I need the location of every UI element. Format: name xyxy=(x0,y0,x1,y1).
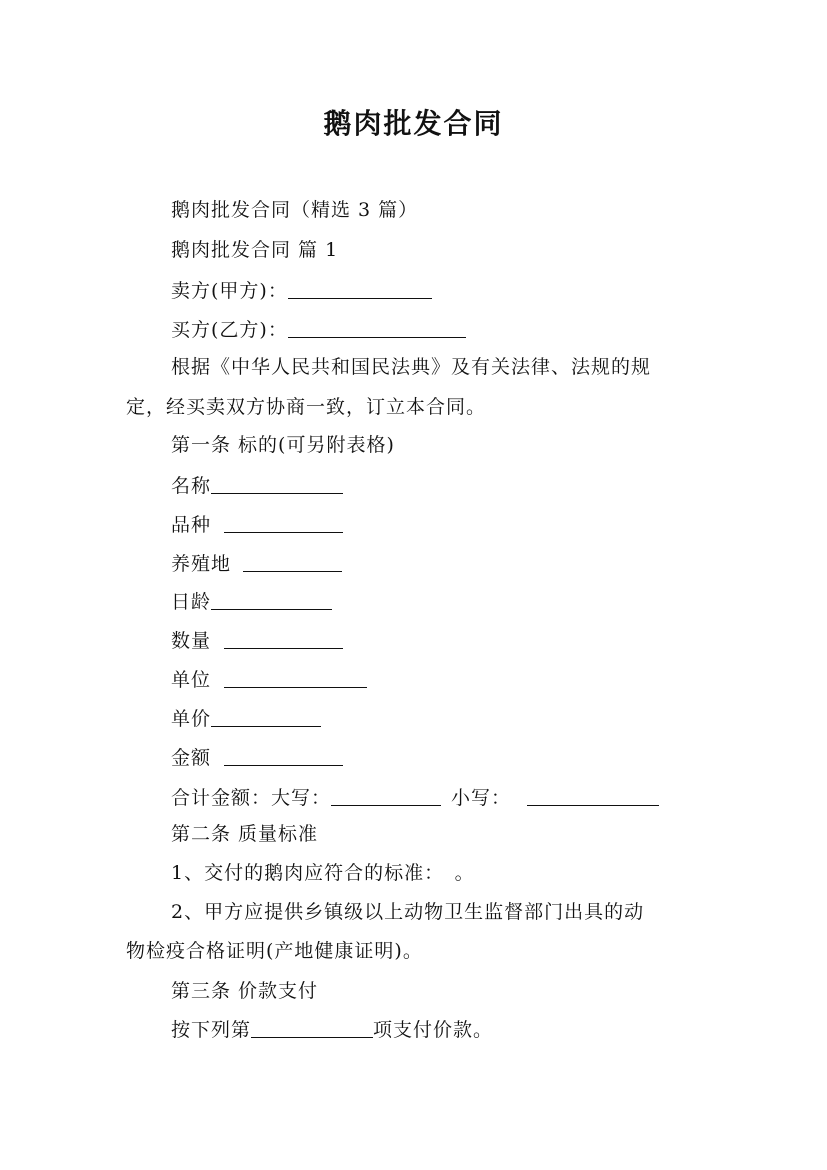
seller-label: 卖方(甲方)： xyxy=(171,280,288,302)
total-line xyxy=(171,785,659,810)
section-heading: 鹅肉批发合同 篇 1 xyxy=(171,239,339,261)
seller-blank[interactable] xyxy=(288,280,432,299)
total-small-label: 小写： xyxy=(451,787,512,809)
field-unit-price-label: 单价 xyxy=(171,708,212,730)
total-large-blank[interactable] xyxy=(331,787,441,806)
field-origin-blank[interactable] xyxy=(243,553,342,572)
payment-prefix: 按下列第 xyxy=(171,1019,252,1041)
field-unit-label: 单位 xyxy=(171,669,212,691)
field-name-blank[interactable] xyxy=(211,475,343,494)
quality-item-1: 1、交付的鹅肉应符合的标准： 。 xyxy=(171,862,475,884)
document-subtitle: 鹅肉批发合同（精选 3 篇） xyxy=(171,199,419,221)
field-age-label: 日龄 xyxy=(171,591,212,613)
payment-suffix: 项支付价款。 xyxy=(373,1019,494,1041)
field-variety-label: 品种 xyxy=(171,514,212,536)
field-origin xyxy=(171,551,342,576)
field-variety-blank[interactable] xyxy=(224,514,343,533)
article-3-title: 第三条 价款支付 xyxy=(171,980,319,1002)
field-name xyxy=(171,473,343,498)
field-amount xyxy=(171,745,343,770)
article-2-title: 第二条 质量标准 xyxy=(171,823,319,845)
field-age-blank[interactable] xyxy=(211,591,332,610)
article-1-title: 第一条 标的(可另附表格) xyxy=(171,434,395,456)
field-origin-label: 养殖地 xyxy=(171,553,232,575)
intro-line-2: 定，经买卖双方协商一致，订立本合同。 xyxy=(126,396,487,418)
quality-item-2-line-1: 2、甲方应提供乡镇级以上动物卫生监督部门出具的动 xyxy=(171,901,645,923)
buyer-label: 买方(乙方)： xyxy=(171,319,288,341)
field-age xyxy=(171,589,332,614)
payment-blank[interactable] xyxy=(251,1019,373,1038)
field-quantity-label: 数量 xyxy=(171,630,212,652)
total-small-blank[interactable] xyxy=(527,787,659,806)
field-unit-price-blank[interactable] xyxy=(211,708,321,727)
quality-item-2-line-2: 物检疫合格证明(产地健康证明)。 xyxy=(126,940,423,962)
payment-line xyxy=(171,1017,493,1042)
buyer-line xyxy=(171,317,466,342)
document-title: 鹅肉批发合同 xyxy=(323,107,504,140)
seller-line xyxy=(171,278,432,303)
field-unit-price xyxy=(171,706,321,731)
field-unit xyxy=(171,667,367,692)
field-variety xyxy=(171,512,343,537)
field-amount-label: 金额 xyxy=(171,747,212,769)
field-name-label: 名称 xyxy=(171,475,212,497)
field-amount-blank[interactable] xyxy=(224,747,343,766)
buyer-blank[interactable] xyxy=(288,319,466,338)
field-unit-blank[interactable] xyxy=(224,669,367,688)
intro-line-1: 根据《中华人民共和国民法典》及有关法律、法规的规 xyxy=(171,356,652,378)
field-quantity-blank[interactable] xyxy=(224,630,343,649)
field-quantity xyxy=(171,628,343,653)
total-label: 合计金额：大写： xyxy=(171,787,332,809)
